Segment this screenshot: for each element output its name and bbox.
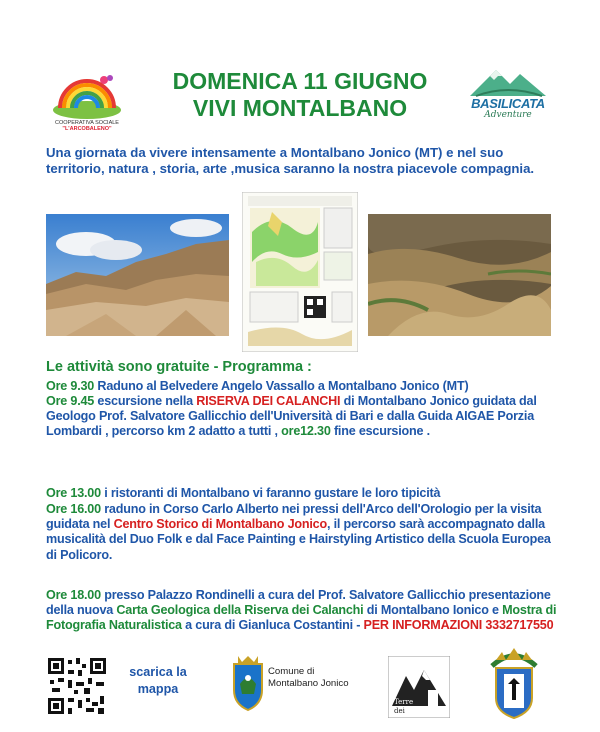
geological-map-icon [242,192,358,352]
mountains-icon [462,62,554,98]
event-title [140,68,460,122]
program-item-2 [46,394,558,440]
item-time: Ore 13.00 [46,486,101,500]
badlands-photo-left [46,214,229,336]
geological-map-image [242,192,358,352]
program-item-5 [46,588,558,634]
comune-name [268,666,349,690]
item-end-time: ore12.30 [281,424,331,439]
rainbow-logo-icon [46,70,128,120]
map-qr-code[interactable] [46,656,108,716]
coat-of-arms-icon [228,654,268,712]
download-map-label: scarica la mappa [129,665,187,696]
item-text: presso Palazzo Rondinelli a cura del Prof. Salvatore Gallicchio presentazione della nuova [46,588,551,618]
item-text: fine escursione . [330,424,430,439]
item-highlight: Carta Geologica della Riserva dei Calanchi [116,603,364,618]
title-name: VIVI MONTALBANO [192,95,408,121]
program-item-4 [46,502,558,563]
title-date: DOMENICA 11 GIUGNO [172,68,428,94]
item-text: , il percorso sarà accompagnato dalla musicalità del Duo Folk e dal Face Painting e Hairstyling Artistico della Scuola Europea di Policoro. [46,517,551,562]
cooperative-name: "L'ARCOBALENO" [62,126,112,132]
item-time: Ore 18.00 [46,588,101,602]
terre-line-1: Terre [394,698,414,706]
program-item-1 [46,379,558,394]
qr-code-icon [46,656,108,716]
brand-name: BASILICATA [471,96,545,111]
badlands-photo-right [368,214,551,336]
intro-text: Una giornata da vivere intensamente a Montalbano Jonico (MT) e nel suo territorio, natura , storia, arte ,musica saranno la nostra piacevole compagnia. [46,145,535,176]
item-text: di Montalbano Ionico e [363,603,503,618]
item-highlight: Mostra di Fotografia Naturalistica [46,603,557,633]
item-time: Ore 9.30 [46,379,95,393]
comune-line-2: Montalbano Jonico [268,678,349,689]
regione-logo [486,640,542,720]
item-text: a cura di Gianluca Costantini - [181,618,364,633]
item-highlight: Centro Storico di Montalbano Jonico [113,517,327,532]
info-phone: PER INFORMAZIONI 3332717550 [363,618,554,633]
item-time: Ore 9.45 [46,394,95,408]
regione-crest-icon [486,640,542,720]
cooperative-label: COOPERATIVA SOCIALE [55,120,119,126]
item-highlight: RISERVA DEI CALANCHI [196,394,341,408]
terre-badge-icon [388,656,450,718]
brand-tagline: Adventure [484,110,532,120]
landscape-photo-icon [46,214,229,336]
item-text: escursione nella [94,394,197,408]
item-text: i ristoranti di Montalbano vi faranno gustare le loro tipicità [100,486,441,500]
terre-logo [388,656,450,718]
cooperative-logo [46,70,128,132]
comune-line-1: Comune di [268,666,315,677]
item-text: di Montalbano Jonico guidata dal Geologo Prof. Salvatore Gallicchio dell'Università di Bari e dalla Guida AIGAE Porzia Lombardi , percorso km 2 adatto a tutti , [46,394,537,439]
item-time: Ore 16.00 [46,502,101,516]
item-text: raduno in Corso Carlo Alberto nei pressi dell'Arco dell'Orologio per la visita guidata nel [46,502,542,532]
landscape-photo-icon [368,214,551,336]
program-heading: Le attività sono gratuite - Programma : [46,359,312,375]
terre-line-2: dei [394,707,405,715]
item-text: Raduno al Belvedere Angelo Vassallo a Montalbano Jonico (MT) [94,379,469,393]
program-item-3 [46,486,558,501]
basilicata-adventure-logo [462,62,554,134]
